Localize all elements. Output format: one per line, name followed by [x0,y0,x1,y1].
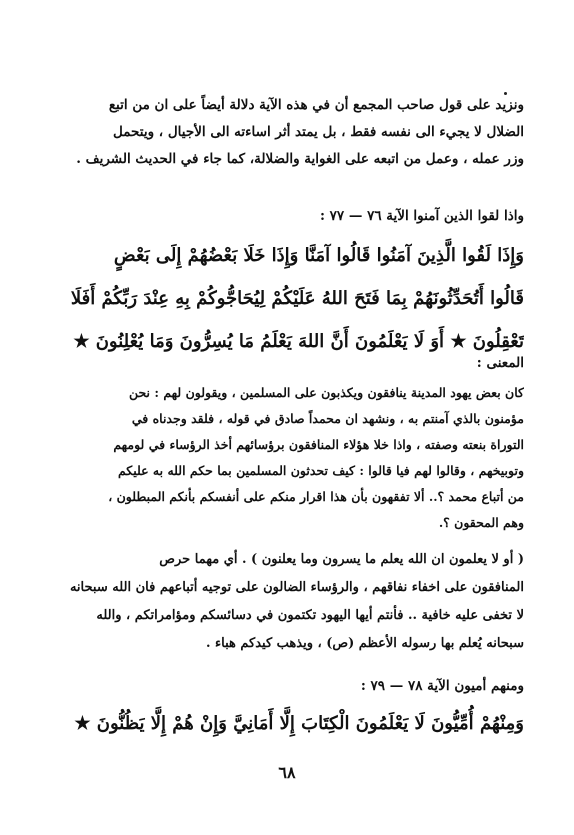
quran-verse-76-77 [58,234,524,363]
text-line: وهم المحقون ؟. [438,515,524,530]
text-line: من أتباع محمد ؟.. ألا تفقهون بأن هذا اقرار منكم على أنفسكم بأنكم المبطلون ، [108,489,524,504]
verse-line: تَعْقِلُونَ ★ أَوَ لَا يَعْلَمُونَ أَنَّ اللهَ يَعْلَمُ مَا يُسِرُّونَ وَمَا يُعْلِنُونَ ★ [73,331,524,352]
section-heading-76-77: واذا لقوا الذين آمنوا الآية ٧٦ — ٧٧ : [319,208,524,224]
text-line: التوراة بنعته وصفته ، واذا خلا هؤلاء المنافقون برؤسائهم أخذ الرؤساء في لومهم [113,437,524,452]
text-line: الضلال لا يجيء الى نفسه فقط ، بل يمتد أثر اساءته الى الأجيال ، ويتحمل [113,124,524,140]
meaning-label: المعنى : [476,355,524,371]
page-number: ٦٨ [278,763,296,782]
text-line: ونزيد على قول صاحب المجمع أن في هذه الآية دلالة أيضاً على ان من اتبع [108,97,524,113]
section-heading-78-79: ومنهم أميون الآية ٧٨ — ٧٩ : [360,678,524,694]
intro-paragraph [58,92,524,173]
text-line: سبحانه يُعلم بها رسوله الأعظم (ص) ، ويذهب كيدكم هباء . [205,636,524,651]
text-line: كان بعض يهود المدينة ينافقون ويكذبون على المسلمين ، ويقولون لهم : نحن [128,385,524,400]
verse-line: قَالُوا أَتُحَدِّثُونَهُمْ بِمَا فَتَحَ اللهُ عَلَيْكُمْ لِيُحَاجُّوكُمْ بِهِ عِنْدَ رَبِّكُمْ أَفَلَا [70,288,524,309]
text-line: وزر عمله ، وعمل من اتبعه على الغواية والضلالة، كما جاء في الحديث الشريف . [76,151,524,167]
commentary-paragraph [58,546,524,658]
text-line: ( أو لا يعلمون ان الله يعلم ما يسرون وما يعلنون ) . أي مهما حرص [159,552,524,567]
meaning-paragraph [58,380,524,536]
text-line: وتوبيخهم ، وقالوا لهم فيا قالوا : كيف تحدثون المسلمين بما حكم الله به عليكم [117,463,524,478]
text-line: المنافقون على اخفاء نفاقهم ، والرؤساء الضالون على توجيه أتباعهم فان الله سبحانه [69,580,524,595]
text-line: لا تخفى عليه خافية .. فأنتم أيها اليهود تكتمون في دسائسكم ومؤامراتكم ، والله [96,608,524,623]
quran-verse-78 [58,702,524,745]
text-line: مؤمنون بالذي آمنتم به ، ونشهد ان محمداً صادق في قوله ، فلقد وجدناه في [131,411,524,426]
verse-line: وَإِذَا لَقُوا الَّذِينَ آمَنُوا قَالُوا آمَنَّا وَإِذَا خَلَا بَعْضُهُمْ إِلَى بَعْضٍ [113,245,524,266]
verse-line: وَمِنْهُمْ أُمِّيُّونَ لَا يَعْلَمُونَ الْكِتَابَ إِلَّا أَمَانِيَّ وَإِنْ هُمْ إِلَّا يَظُنُّونَ ★ [74,713,524,734]
